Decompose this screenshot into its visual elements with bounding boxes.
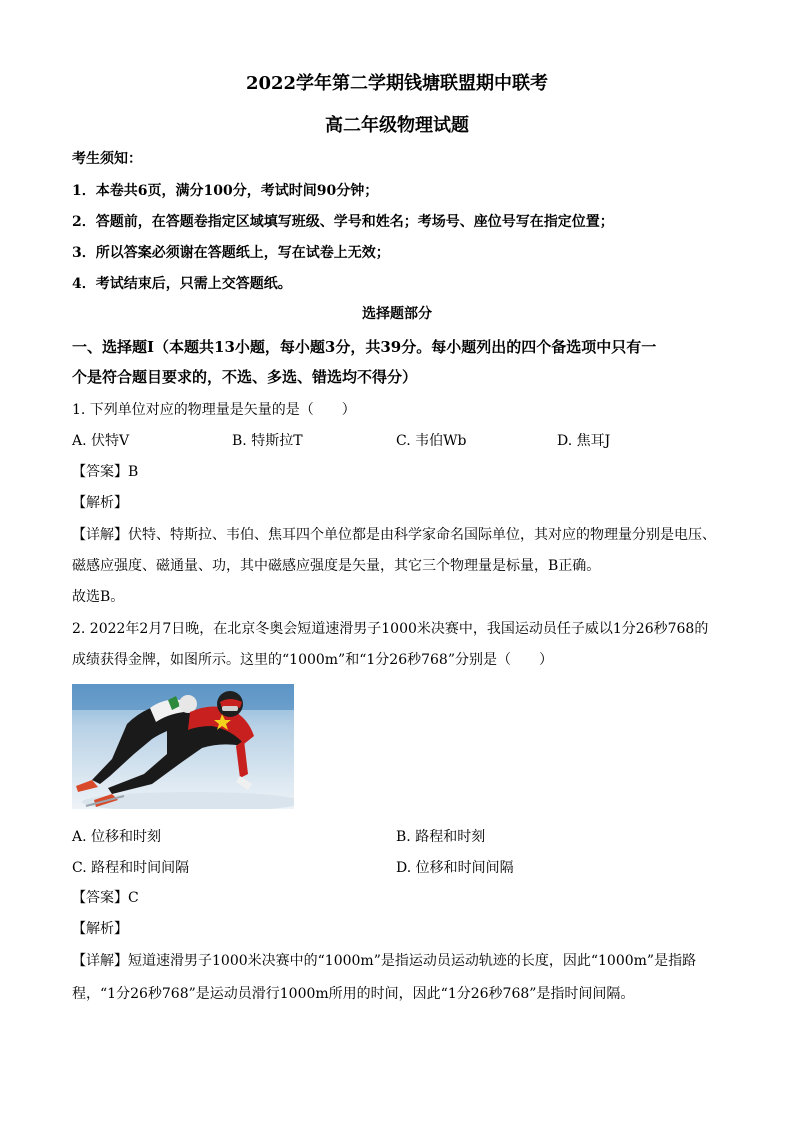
q1-detail-cont: 磁感应强度、磁通量、功，其中磁感应强度是矢量，其它三个物理量是标量，B正确。 [72,558,601,574]
q1-answer: B [128,464,139,480]
q2-option-a: A. 位移和时刻 [72,829,162,845]
notice-item: 4．考试结束后，只需上交答题纸。 [72,276,292,292]
q1-option-b: B. 特斯拉T [232,433,303,449]
q2-stem: 2. 2022年2月7日晚，在北京冬奥会短道速滑男子1000米决赛中，我国运动员任子威以1分26秒768的 [72,621,709,637]
detail-tag: 【详解】 [72,527,128,543]
q2-stem-cont: 成绩获得金牌，如图所示。这里的“1000m”和“1分26秒768”分别是（ ） [72,652,553,668]
q2-analysis-tag: 【解析】 [72,921,128,937]
q1-detail-text: 伏特、特斯拉、韦伯、焦耳四个单位都是由科学家命名国际单位，其对应的物理量分别是电压、 [128,527,716,543]
notice-item: 3．所以答案必须谢在答题纸上，写在试卷上无效； [72,245,390,261]
notice-item: 2．答题前，在答题卷指定区域填写班级、学号和姓名；考场号、座位号写在指定位置； [72,214,614,230]
q1-detail [72,526,716,544]
q1-option-c: C. 韦伯Wb [396,433,467,449]
section-intro-cont: 个是符合题目要求的，不选、多选、错选均不得分） [72,368,418,386]
answer-tag: 【答案】 [72,890,128,906]
skaters-illustration [72,684,294,809]
speed-skating-photo [72,684,294,809]
answer-tag: 【答案】 [72,464,128,480]
q2-answer-line [72,889,139,907]
q2-option-b: B. 路程和时刻 [396,829,486,845]
notice-heading: 考生须知： [72,151,142,167]
q1-option-a: A. 伏特V [72,433,130,449]
q1-answer-line [72,463,138,481]
q2-option-c: C. 路程和时间间隔 [72,860,190,876]
q1-option-d: D. 焦耳J [557,433,611,449]
section-title: 选择题部分 [362,306,432,322]
q2-detail [72,952,696,970]
detail-tag: 【详解】 [72,953,128,969]
q1-conclusion: 故选B。 [72,589,125,605]
q1-stem: 1. 下列单位对应的物理量是矢量的是（ ） [72,402,356,418]
q1-analysis-tag: 【解析】 [72,495,128,511]
q2-answer: C [128,890,139,906]
exam-title: 2022学年第二学期钱塘联盟期中联考 [245,73,549,94]
section-intro: 一、选择题Ⅰ（本题共13小题，每小题3分，共39分。每小题列出的四个备选项中只有一 [72,338,657,356]
q2-detail-cont: 程，“1分26秒768”是运动员滑行1000m所用的时间，因此“1分26秒768”是指时间间隔。 [72,986,635,1002]
q2-option-d: D. 位移和时间间隔 [396,860,514,876]
exam-subtitle: 高二年级物理试题 [325,115,469,136]
q2-detail-text: 短道速滑男子1000米决赛中的“1000m”是指运动员运动轨迹的长度，因此“1000m”是指路 [128,953,697,969]
notice-item: 1．本卷共6页，满分100分，考试时间90分钟； [72,183,379,199]
